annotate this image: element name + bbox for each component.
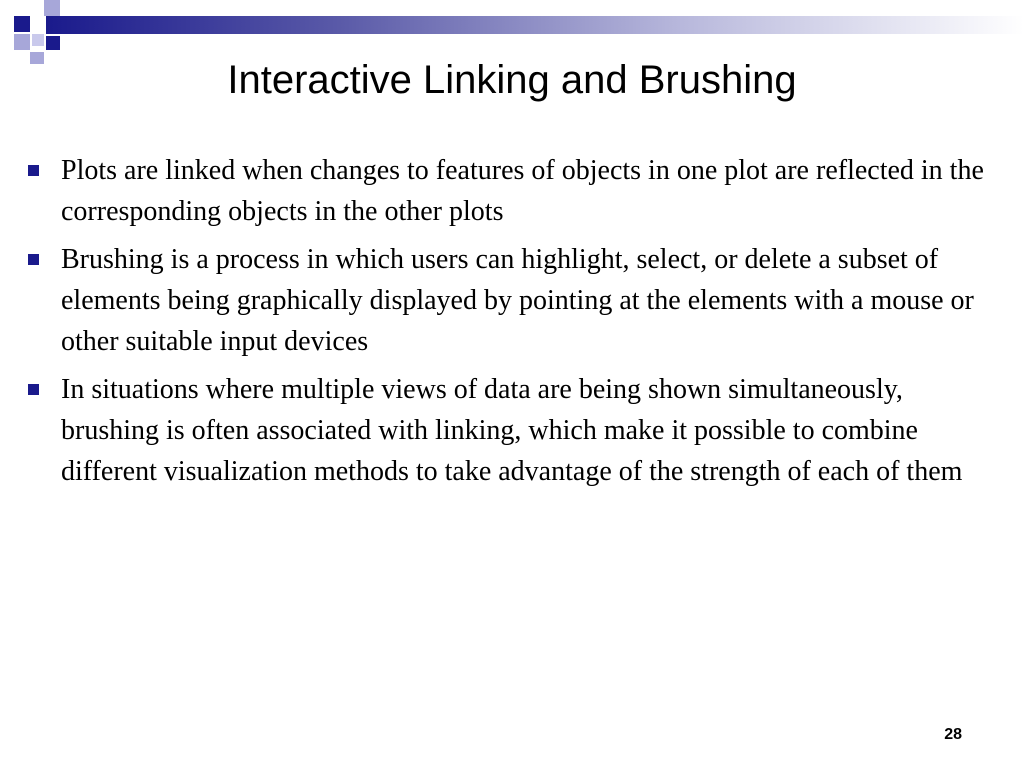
corner-square-lavender-2 — [14, 34, 30, 50]
page-number: 28 — [944, 726, 962, 743]
corner-square-light-1 — [32, 34, 44, 46]
corner-square-navy-1 — [14, 16, 30, 32]
bullet-list — [26, 150, 1006, 499]
slide-title: Interactive Linking and Brushing — [227, 58, 797, 102]
corner-square-lavender-1 — [44, 0, 60, 16]
bullet-item — [26, 239, 1006, 362]
bullet-text: Plots are linked when changes to features of objects in one plot are reflected in the corresponding objects in the other plots — [61, 155, 984, 227]
bullet-item — [26, 150, 1006, 232]
square-bullet-icon — [28, 254, 39, 265]
square-bullet-icon — [28, 384, 39, 395]
square-bullet-icon — [28, 165, 39, 176]
bullet-item — [26, 369, 1006, 492]
bullet-text: In situations where multiple views of data are being shown simultaneously, brushing is often associated with linking, which make it possible to combine different visualization methods to take advantage of the strength of each of them — [61, 374, 963, 487]
bullet-text: Brushing is a process in which users can highlight, select, or delete a subset of elements being graphically displayed by pointing at the elements with a mouse or other suitable input devices — [61, 244, 974, 357]
corner-square-navy-2 — [46, 36, 60, 50]
header-gradient-bar — [46, 16, 1024, 34]
